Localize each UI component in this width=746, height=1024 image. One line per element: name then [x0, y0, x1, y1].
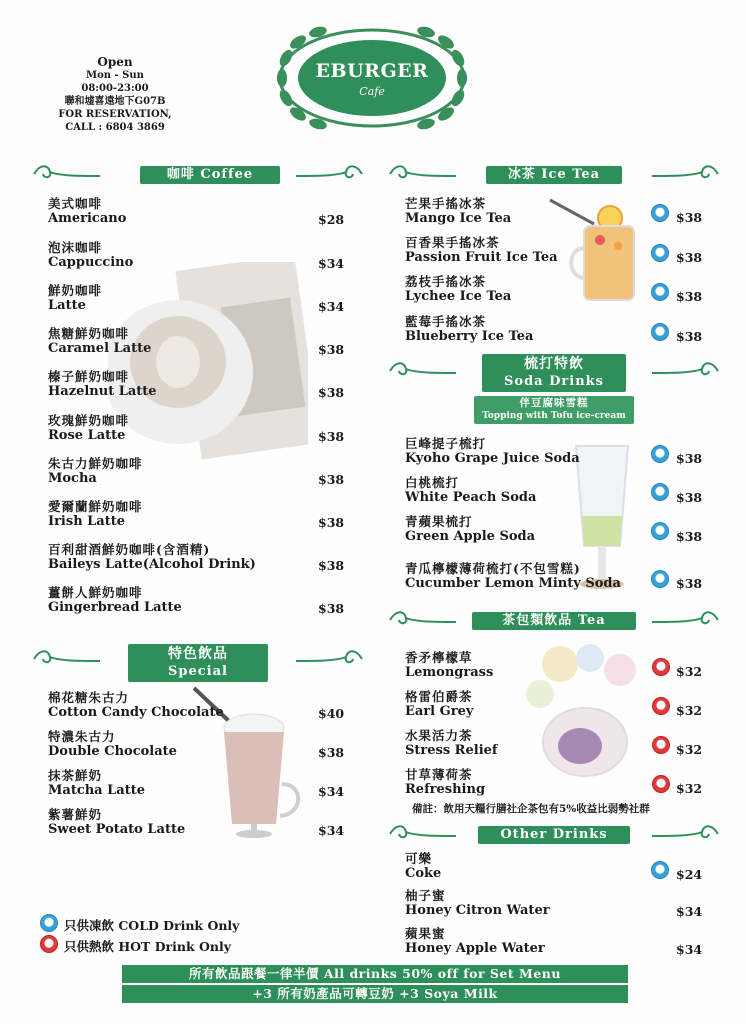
menu-item: 焦糖鮮奶咖啡 Caramel Latte: [48, 326, 152, 356]
menu-item: 鮮奶咖啡 Latte: [48, 283, 103, 313]
item-price: $34: [318, 823, 345, 838]
footer-soya-milk: +3 所有奶產品可轉豆奶 +3 Soya Milk: [122, 985, 628, 1003]
item-price: $34: [318, 299, 345, 314]
item-price: $38: [676, 451, 703, 466]
menu-item: 泡沫咖啡 Cappuccino: [48, 240, 134, 270]
item-price: $38: [676, 576, 703, 591]
other-drinks-banner: [386, 820, 722, 844]
cold-drink-icon: [651, 323, 669, 341]
tea-photo: [510, 634, 660, 784]
cold-drink-icon: [651, 445, 669, 463]
menu-item: 朱古力鮮奶咖啡 Mocha: [48, 456, 143, 486]
item-price: $32: [676, 664, 703, 679]
coffee-title: 咖啡 Coffee: [140, 166, 280, 184]
swirl-ornament-icon: [652, 822, 722, 844]
swirl-ornament-icon: [386, 162, 456, 184]
address: 聯和墟喜遠地下G07B: [64, 96, 166, 107]
menu-item: 青瓜檸檬薄荷梳打(不包雪糕) Cucumber Lemon Minty Soda: [405, 561, 621, 591]
cold-drink-icon: [651, 483, 669, 501]
menu-item: 特濃朱古力 Double Chocolate: [48, 729, 177, 759]
item-price: $40: [318, 706, 345, 721]
cold-drink-icon: [40, 914, 58, 932]
coffee-photo: [108, 262, 308, 462]
legend-hot: 只供熱飲 HOT Drink Only: [64, 939, 231, 954]
item-price: $38: [676, 250, 703, 265]
coffee-banner: [30, 160, 366, 184]
cold-drink-icon: [651, 861, 669, 879]
swirl-ornament-icon: [296, 646, 366, 670]
item-price: $38: [318, 429, 345, 444]
item-price: $32: [676, 703, 703, 718]
hot-drink-icon: [652, 736, 670, 754]
item-price: $38: [318, 601, 345, 616]
item-price: $38: [676, 210, 703, 225]
open-hours: 08:00-23:00: [81, 83, 149, 94]
swirl-ornament-icon: [386, 608, 456, 630]
menu-item: 百香果手搖冰茶 Passion Fruit Ice Tea: [405, 235, 558, 265]
item-price: $38: [318, 385, 345, 400]
open-label: Open: [97, 55, 133, 69]
menu-item: 格雷伯爵茶 Earl Grey: [405, 689, 474, 719]
menu-item: 可樂 Coke: [405, 851, 442, 881]
menu-item: 紫薯鮮奶 Sweet Potato Latte: [48, 807, 186, 837]
soda-banner: [386, 354, 722, 424]
menu-item: 白桃梳打 White Peach Soda: [405, 475, 537, 505]
menu-item: 藍莓手搖冰茶 Blueberry Ice Tea: [405, 314, 534, 344]
other-drinks-title: Other Drinks: [478, 826, 630, 844]
menu-item: 抹茶鮮奶 Matcha Latte: [48, 768, 145, 798]
menu-item: 香矛檸檬草 Lemongrass: [405, 650, 494, 680]
special-title-zh: 特色飲品: [168, 646, 228, 662]
item-price: $34: [676, 904, 703, 919]
reservation-label: FOR RESERVATION,: [58, 109, 172, 120]
soda-title-zh: 梳打特飲: [524, 356, 584, 372]
menu-item: 愛爾蘭鮮奶咖啡 Irish Latte: [48, 499, 143, 529]
menu-item: 甘草薄荷茶 Refreshing: [405, 767, 486, 797]
menu-item: 棉花糖朱古力 Cotton Candy Chocolate: [48, 690, 224, 720]
menu-item: 百利甜酒鮮奶咖啡(含酒精) Baileys Latte(Alcohol Drink): [48, 542, 256, 572]
hot-drink-icon: [652, 775, 670, 793]
item-price: $38: [318, 515, 345, 530]
soda-topping-zh: 伴豆腐味雪糕: [519, 397, 589, 409]
tea-title: 茶包類飲品 Tea: [472, 612, 636, 630]
item-price: $34: [676, 942, 703, 957]
menu-item: 柚子蜜 Honey Citron Water: [405, 888, 550, 918]
hot-drink-icon: [652, 658, 670, 676]
menu-item: 水果活力茶 Stress Relief: [405, 728, 498, 758]
item-price: $32: [676, 781, 703, 796]
menu-item: 美式咖啡 Americano: [48, 196, 127, 226]
hot-drink-icon: [40, 935, 58, 953]
swirl-ornament-icon: [296, 162, 366, 184]
swirl-ornament-icon: [652, 358, 722, 382]
swirl-ornament-icon: [652, 162, 722, 184]
swirl-ornament-icon: [30, 162, 100, 184]
open-days: Mon - Sun: [86, 70, 144, 81]
menu-item: 榛子鮮奶咖啡 Hazelnut Latte: [48, 369, 157, 399]
icetea-banner: [386, 160, 722, 184]
menu-item: 玫瑰鮮奶咖啡 Rose Latte: [48, 413, 130, 443]
footer-set-menu: 所有飲品跟餐一律半價 All drinks 50% off for Set Menu: [122, 965, 628, 983]
item-price: $24: [676, 867, 703, 882]
menu-item: 芒果手搖冰茶 Mango Ice Tea: [405, 196, 512, 226]
item-price: $38: [318, 342, 345, 357]
item-price: $38: [318, 558, 345, 573]
cold-drink-icon: [651, 283, 669, 301]
hot-drink-icon: [652, 697, 670, 715]
logo-subtext: Cafe: [359, 85, 385, 98]
eburger-logo: [268, 22, 476, 134]
shop-info: [40, 56, 190, 134]
item-price: $32: [676, 742, 703, 757]
tea-banner: [386, 606, 722, 630]
menu-item: 荔枝手搖冰茶 Lychee Ice Tea: [405, 274, 512, 304]
legend-cold: 只供凍飲 COLD Drink Only: [64, 918, 240, 933]
item-price: $28: [318, 212, 345, 227]
swirl-ornament-icon: [652, 608, 722, 630]
cold-drink-icon: [651, 522, 669, 540]
swirl-ornament-icon: [386, 358, 456, 382]
menu-item: 巨峰提子梳打 Kyoho Grape Juice Soda: [405, 436, 580, 466]
item-price: $38: [676, 329, 703, 344]
swirl-ornament-icon: [30, 646, 100, 670]
item-price: $38: [318, 472, 345, 487]
cold-drink-icon: [651, 204, 669, 222]
item-price: $38: [318, 745, 345, 760]
item-price: $38: [676, 529, 703, 544]
item-price: $38: [676, 289, 703, 304]
special-banner: [30, 640, 366, 682]
cold-drink-icon: [651, 570, 669, 588]
menu-item: 薑餅人鮮奶咖啡 Gingerbread Latte: [48, 585, 182, 615]
soda-title-en: Soda Drinks: [504, 374, 604, 389]
icetea-title: 冰茶 Ice Tea: [486, 166, 622, 184]
phone-number: CALL : 6804 3869: [65, 122, 165, 133]
item-price: $34: [318, 256, 345, 271]
swirl-ornament-icon: [386, 822, 456, 844]
item-price: $38: [676, 490, 703, 505]
item-price: $34: [318, 784, 345, 799]
ice-tea-photo: [548, 196, 648, 306]
special-title-en: Special: [168, 664, 228, 679]
tea-note: 備註：飲用天糧行膳社企茶包有5%收益比弱勢社群: [412, 803, 650, 815]
cold-drink-icon: [651, 244, 669, 262]
logo-text: EBURGER: [315, 60, 429, 82]
soda-topping-en: Topping with Tofu ice-cream: [482, 411, 626, 421]
menu-item: 蘋果蜜 Honey Apple Water: [405, 926, 545, 956]
menu-item: 青蘋果梳打 Green Apple Soda: [405, 514, 536, 544]
